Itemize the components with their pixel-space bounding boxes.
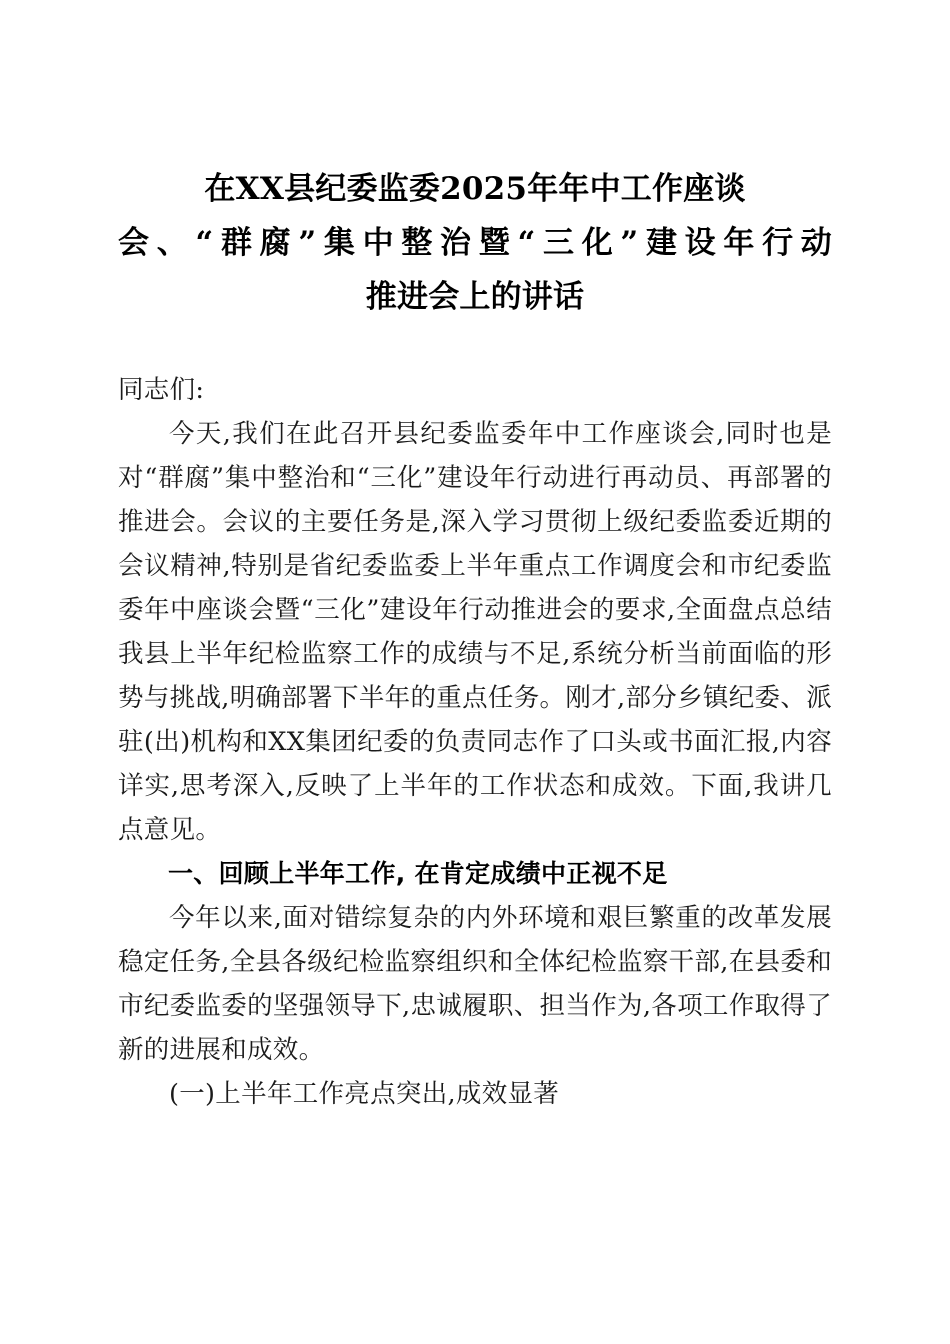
document-content	[118, 0, 832, 1116]
title-line-3: 推进会上的讲话	[365, 279, 585, 315]
title-line-1: 在XX县纪委监委2025年年中工作座谈	[204, 171, 746, 207]
section-paragraph: 今年以来,面对错综复杂的内外环境和艰巨繁重的改革发展稳定任务,全县各级纪检监察组织和全体纪检监察干部,在县委和市纪委监委的坚强领导下,忠诚履职、担当作为,各项工作取得了新的进展和成效。	[118, 903, 832, 1065]
salutation: 同志们:	[118, 375, 205, 405]
opening-paragraph: 今天,我们在此召开县纪委监委年中工作座谈会,同时也是对“群腐”集中整治和“三化”建设年行动进行再动员、再部署的推进会。会议的主要任务是,深入学习贯彻上级纪委监委近期的会议精神,特别是省纪委监委上半年重点工作调度会和市纪委监委年中座谈会暨“三化”建设年行动推进会的要求,全面盘点总结我县上半年纪检监察工作的成绩与不足,系统分析当前面临的形势与挑战,明确部署下半年的重点任务。刚才,部分乡镇纪委、派驻(出)机构和XX集团纪委的负责同志作了口头或书面汇报,内容详实,思考深入,反映了上半年的工作状态和成效。下面,我讲几点意见。	[118, 419, 832, 845]
sub-heading-one: (一)上半年工作亮点突出,成效显著	[169, 1079, 560, 1109]
document-title	[118, 0, 832, 324]
title-line-2: 会、“群腐”集中整治暨“三化”建设年行动	[118, 225, 832, 261]
document-body	[118, 368, 832, 1116]
section-heading-one: 一、回顾上半年工作, 在肯定成绩中正视不足	[168, 859, 668, 888]
